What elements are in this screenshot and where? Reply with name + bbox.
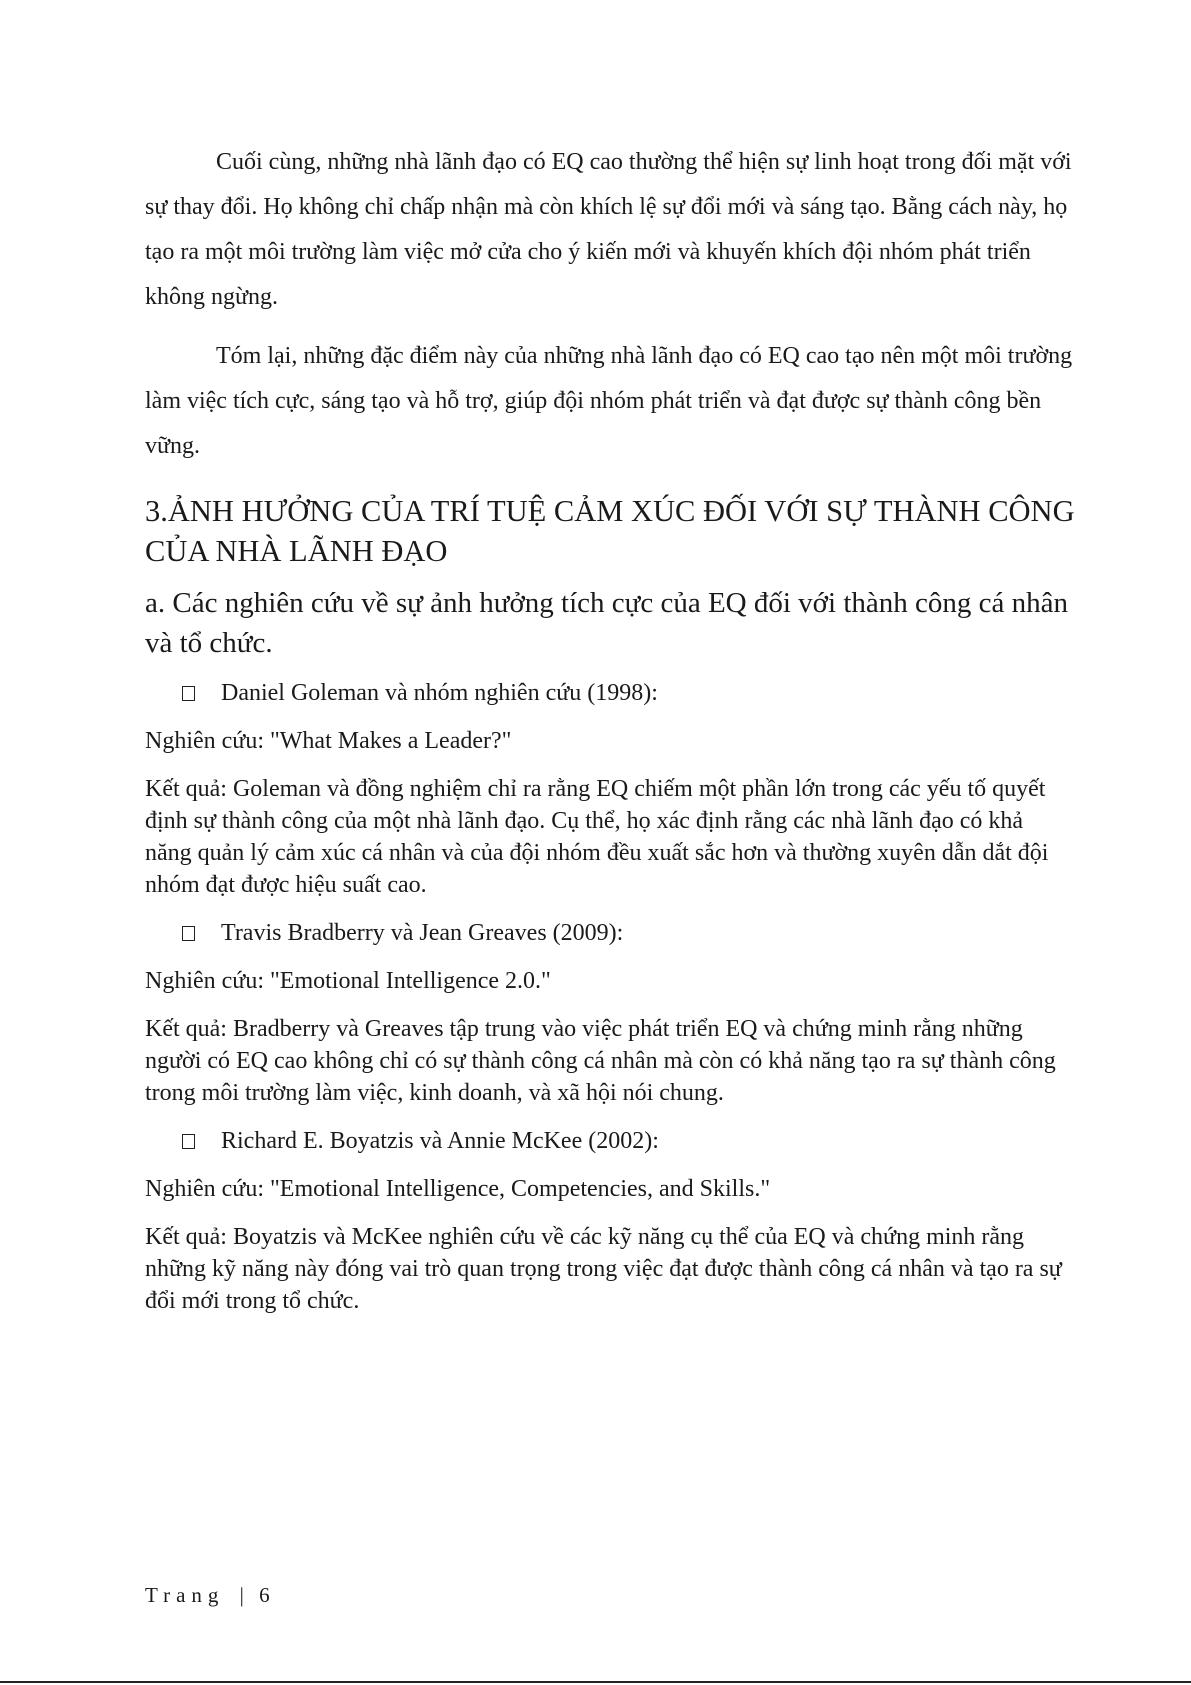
paragraph-flexibility: Cuối cùng, những nhà lãnh đạo có EQ cao thường thể hiện sự linh hoạt trong đối mặt với sự thay đổi. Họ không chỉ chấp nhận mà còn khích lệ sự đổi mới và sáng tạo. Bằng cách này, họ tạo ra một môi trường làm việc mở cửa cho ý kiến mới và khuyến khích đội nhóm phát triển không ngừng. — [145, 149, 1072, 310]
study-bullet-bradberry — [182, 917, 1075, 949]
study-result: Kết quả: Goleman và đồng nghiệm chỉ ra rằng EQ chiếm một phần lớn trong các yếu tố quyết định sự thành công của một nhà lãnh đạo. Cụ thể, họ xác định rằng các nhà lãnh đạo có khả năng quản lý cảm xúc cá nhân và của đội nhóm đều xuất sắc hơn và thường xuyên dẫn dắt đội nhóm đạt được hiệu suất cao. — [145, 776, 1049, 898]
study-result: Kết quả: Boyatzis và McKee nghiên cứu về các kỹ năng cụ thể của EQ và chứng minh rằng những kỹ năng này đóng vai trò quan trọng trong việc đạt được thành công cá nhân và tạo ra sự đổi mới trong tổ chức. — [145, 1224, 1062, 1314]
paragraph-summary: Tóm lại, những đặc điểm này của những nhà lãnh đạo có EQ cao tạo nên một môi trường làm việc tích cực, sáng tạo và hỗ trợ, giúp đội nhóm phát triển và đạt được sự thành công bền vững. — [145, 343, 1073, 459]
bullet-box-icon — [182, 686, 195, 701]
bullet-box-icon — [182, 1134, 195, 1149]
study-bullet-label: Richard E. Boyatzis và Annie McKee (2002): — [221, 1128, 659, 1154]
footer-separator: | — [239, 1583, 244, 1607]
subsection-heading: a. Các nghiên cứu về sự ảnh hưởng tích cực của EQ đối với thành công cá nhân và tổ chức. — [145, 587, 1068, 659]
study-bullet-goleman — [182, 677, 1075, 709]
study-bullet-label: Travis Bradberry và Jean Greaves (2009): — [221, 920, 624, 946]
page-footer — [145, 1583, 276, 1608]
document-page — [145, 140, 1075, 1333]
footer-page-number: 6 — [259, 1583, 276, 1607]
study-title: Nghiên cứu: "What Makes a Leader?" — [145, 728, 512, 754]
study-result: Kết quả: Bradberry và Greaves tập trung vào việc phát triển EQ và chứng minh rằng những người có EQ cao không chỉ có sự thành công cá nhân mà còn có khả năng tạo ra sự thành công trong môi trường làm việc, kinh doanh, và xã hội nói chung. — [145, 1016, 1056, 1106]
section-heading: 3.ẢNH HƯỞNG CỦA TRÍ TUỆ CẢM XÚC ĐỐI VỚI SỰ THÀNH CÔNG CỦA NHÀ LÃNH ĐẠO — [145, 494, 1075, 568]
bullet-box-icon — [182, 926, 195, 941]
footer-label: Trang — [145, 1583, 225, 1607]
bottom-divider — [0, 1681, 1191, 1683]
study-title: Nghiên cứu: "Emotional Intelligence, Competencies, and Skills." — [145, 1176, 771, 1202]
study-title: Nghiên cứu: "Emotional Intelligence 2.0." — [145, 968, 551, 994]
study-bullet-label: Daniel Goleman và nhóm nghiên cứu (1998): — [221, 680, 658, 706]
study-bullet-boyatzis — [182, 1125, 1075, 1157]
